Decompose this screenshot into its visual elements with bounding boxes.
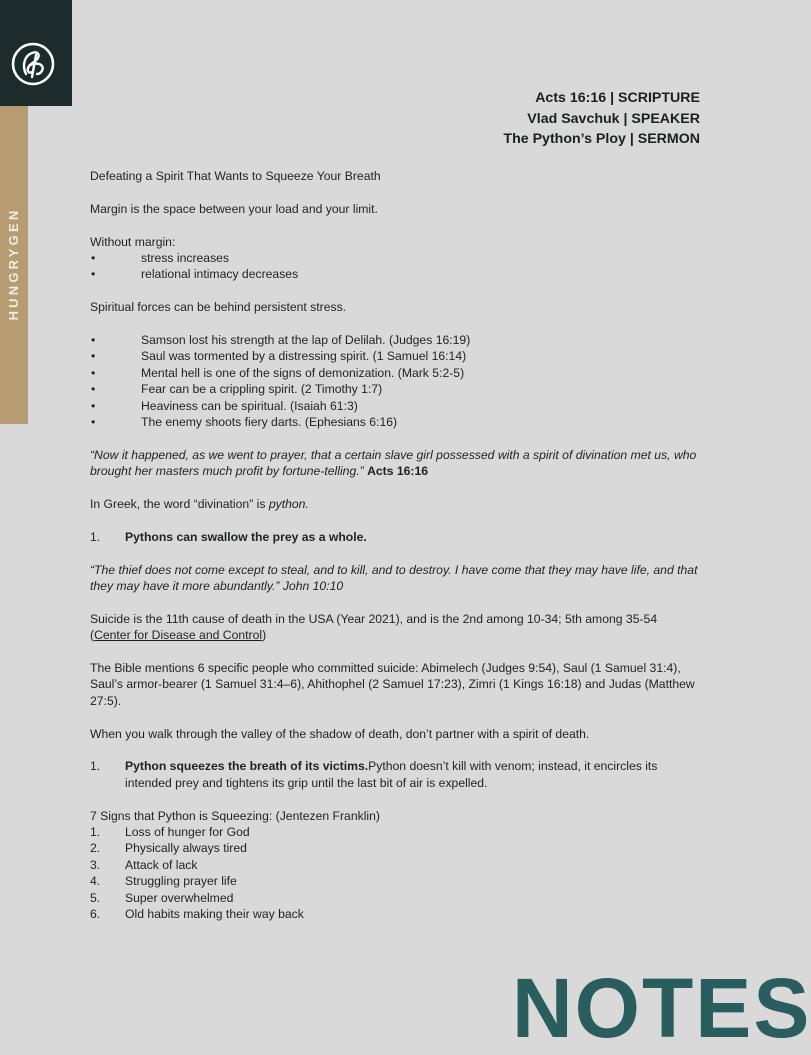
suicide-stat: Suicide is the 11th cause of death in the USA (Year 2021), and is the 2nd among 10-34; 5th among 35-54 (90, 611, 658, 626)
point-one (90, 529, 700, 545)
list-item (90, 857, 700, 873)
notes-footer-label: NOTES (512, 961, 811, 1055)
point-two-text: Python doesn’t kill with venom; instead, it encircles its intended prey and tightens its grip until the last bit of air is expelled. (125, 759, 658, 790)
spiritual-forces-text: Spiritual forces can be behind persistent stress. (90, 300, 347, 315)
scripture-line: Acts 16:16 | SCRIPTURE (535, 90, 700, 106)
signs-label: 7 Signs that Python is Squeezing: (Jentezen Franklin) (90, 808, 380, 823)
john-quote: “The thief does not come except to steal, and to kill, and to destroy. I have come that they may have life, and that they may have it more abundantly.” John 10:10 (90, 562, 698, 594)
list-item: • Heaviness can be spiritual. (Isaiah 61:3) (90, 398, 700, 414)
sermon-header (503, 88, 700, 150)
point-one-text: Pythons can swallow the prey as a whole. (125, 529, 367, 544)
list-item: • Samson lost his strength at the lap of Delilah. (Judges 16:19) (90, 332, 700, 348)
sign-text: Super overwhelmed (125, 890, 234, 905)
sign-text: Physically always tired (125, 841, 247, 856)
list-item: • The enemy shoots fiery darts. (Ephesians 6:16) (90, 414, 700, 430)
greek-note (90, 496, 700, 512)
greek-word: python. (268, 497, 309, 512)
point-two-bold: Python squeezes the breath of its victims. (125, 759, 369, 774)
list-item: • Fear can be a crippling spirit. (2 Timothy 1:7) (90, 381, 700, 397)
bible-suicide-text: The Bible mentions 6 specific people who committed suicide: Abimelech (Judges 9:54), Saul (1 Samuel 31:4), Saul’s armor-bearer (1 Samuel 31:4–6), Ahithophel (2 Samuel 17:23), Zimri (1 Kings 16:18) and Judas (Matthew 27:5). (90, 661, 695, 708)
sign-number: 4. (90, 874, 101, 889)
suicide-stat-block: Suicide is the 11th cause of death in the USA (Year 2021), and is the 2nd among 10-34; 5th among 35-54 (Center for Disease and Control) (90, 611, 658, 643)
sign-text: Loss of hunger for God (125, 825, 250, 840)
sermon-line: The Python’s Ploy | SERMON (503, 131, 700, 148)
sign-number: 6. (90, 907, 101, 922)
without-margin-label: Without margin: (90, 234, 176, 249)
sign-number: 2. (90, 841, 101, 856)
sign-text: Old habits making their way back (125, 907, 304, 922)
sign-number: 1. (90, 825, 101, 840)
list-item (90, 890, 700, 906)
list-item (90, 906, 700, 922)
sermon-subtitle: Defeating a Spirit That Wants to Squeeze Your Breath (90, 169, 381, 183)
valley-text: When you walk through the valley of the shadow of death, don’t partner with a spirit of death. (90, 726, 590, 741)
examples-list (90, 332, 700, 430)
brand-vertical-label: HUNGRYGEN (5, 207, 21, 321)
speaker-line: Vlad Savchuk | SPEAKER (527, 110, 700, 127)
greek-note-text: In Greek, the word “divination” is (90, 497, 269, 512)
signs-list (90, 824, 700, 922)
list-item: • stress increases (90, 250, 700, 266)
logo-block (0, 0, 72, 106)
notes-body (90, 168, 700, 922)
hg-monogram-icon (10, 41, 56, 87)
margin-definition: Margin is the space between your load and your limit. (90, 201, 378, 216)
acts-quote-block (90, 447, 700, 480)
cdc-link[interactable]: Center for Disease and Control (94, 628, 263, 643)
list-item: • Saul was tormented by a distressing spirit. (1 Samuel 16:14) (90, 348, 700, 364)
list-item (90, 840, 700, 856)
sign-number: 5. (90, 890, 101, 905)
sign-text: Struggling prayer life (125, 874, 237, 889)
list-item: • Mental hell is one of the signs of demonization. (Mark 5:2-5) (90, 365, 700, 381)
sign-number: 3. (90, 857, 101, 872)
sign-text: Attack of lack (125, 857, 198, 872)
point-number: 1. (90, 759, 101, 774)
without-margin-list (90, 250, 700, 283)
acts-quote: “Now it happened, as we went to prayer, that a certain slave girl possessed with a spirit of divination met us, who brought her masters much profit by fortune-telling.” (90, 447, 697, 479)
point-number: 1. (90, 529, 101, 544)
list-item (90, 824, 700, 840)
point-two (90, 758, 700, 791)
acts-reference: Acts 16:16 (367, 464, 429, 479)
list-item: • relational intimacy decreases (90, 266, 700, 282)
list-item (90, 873, 700, 889)
